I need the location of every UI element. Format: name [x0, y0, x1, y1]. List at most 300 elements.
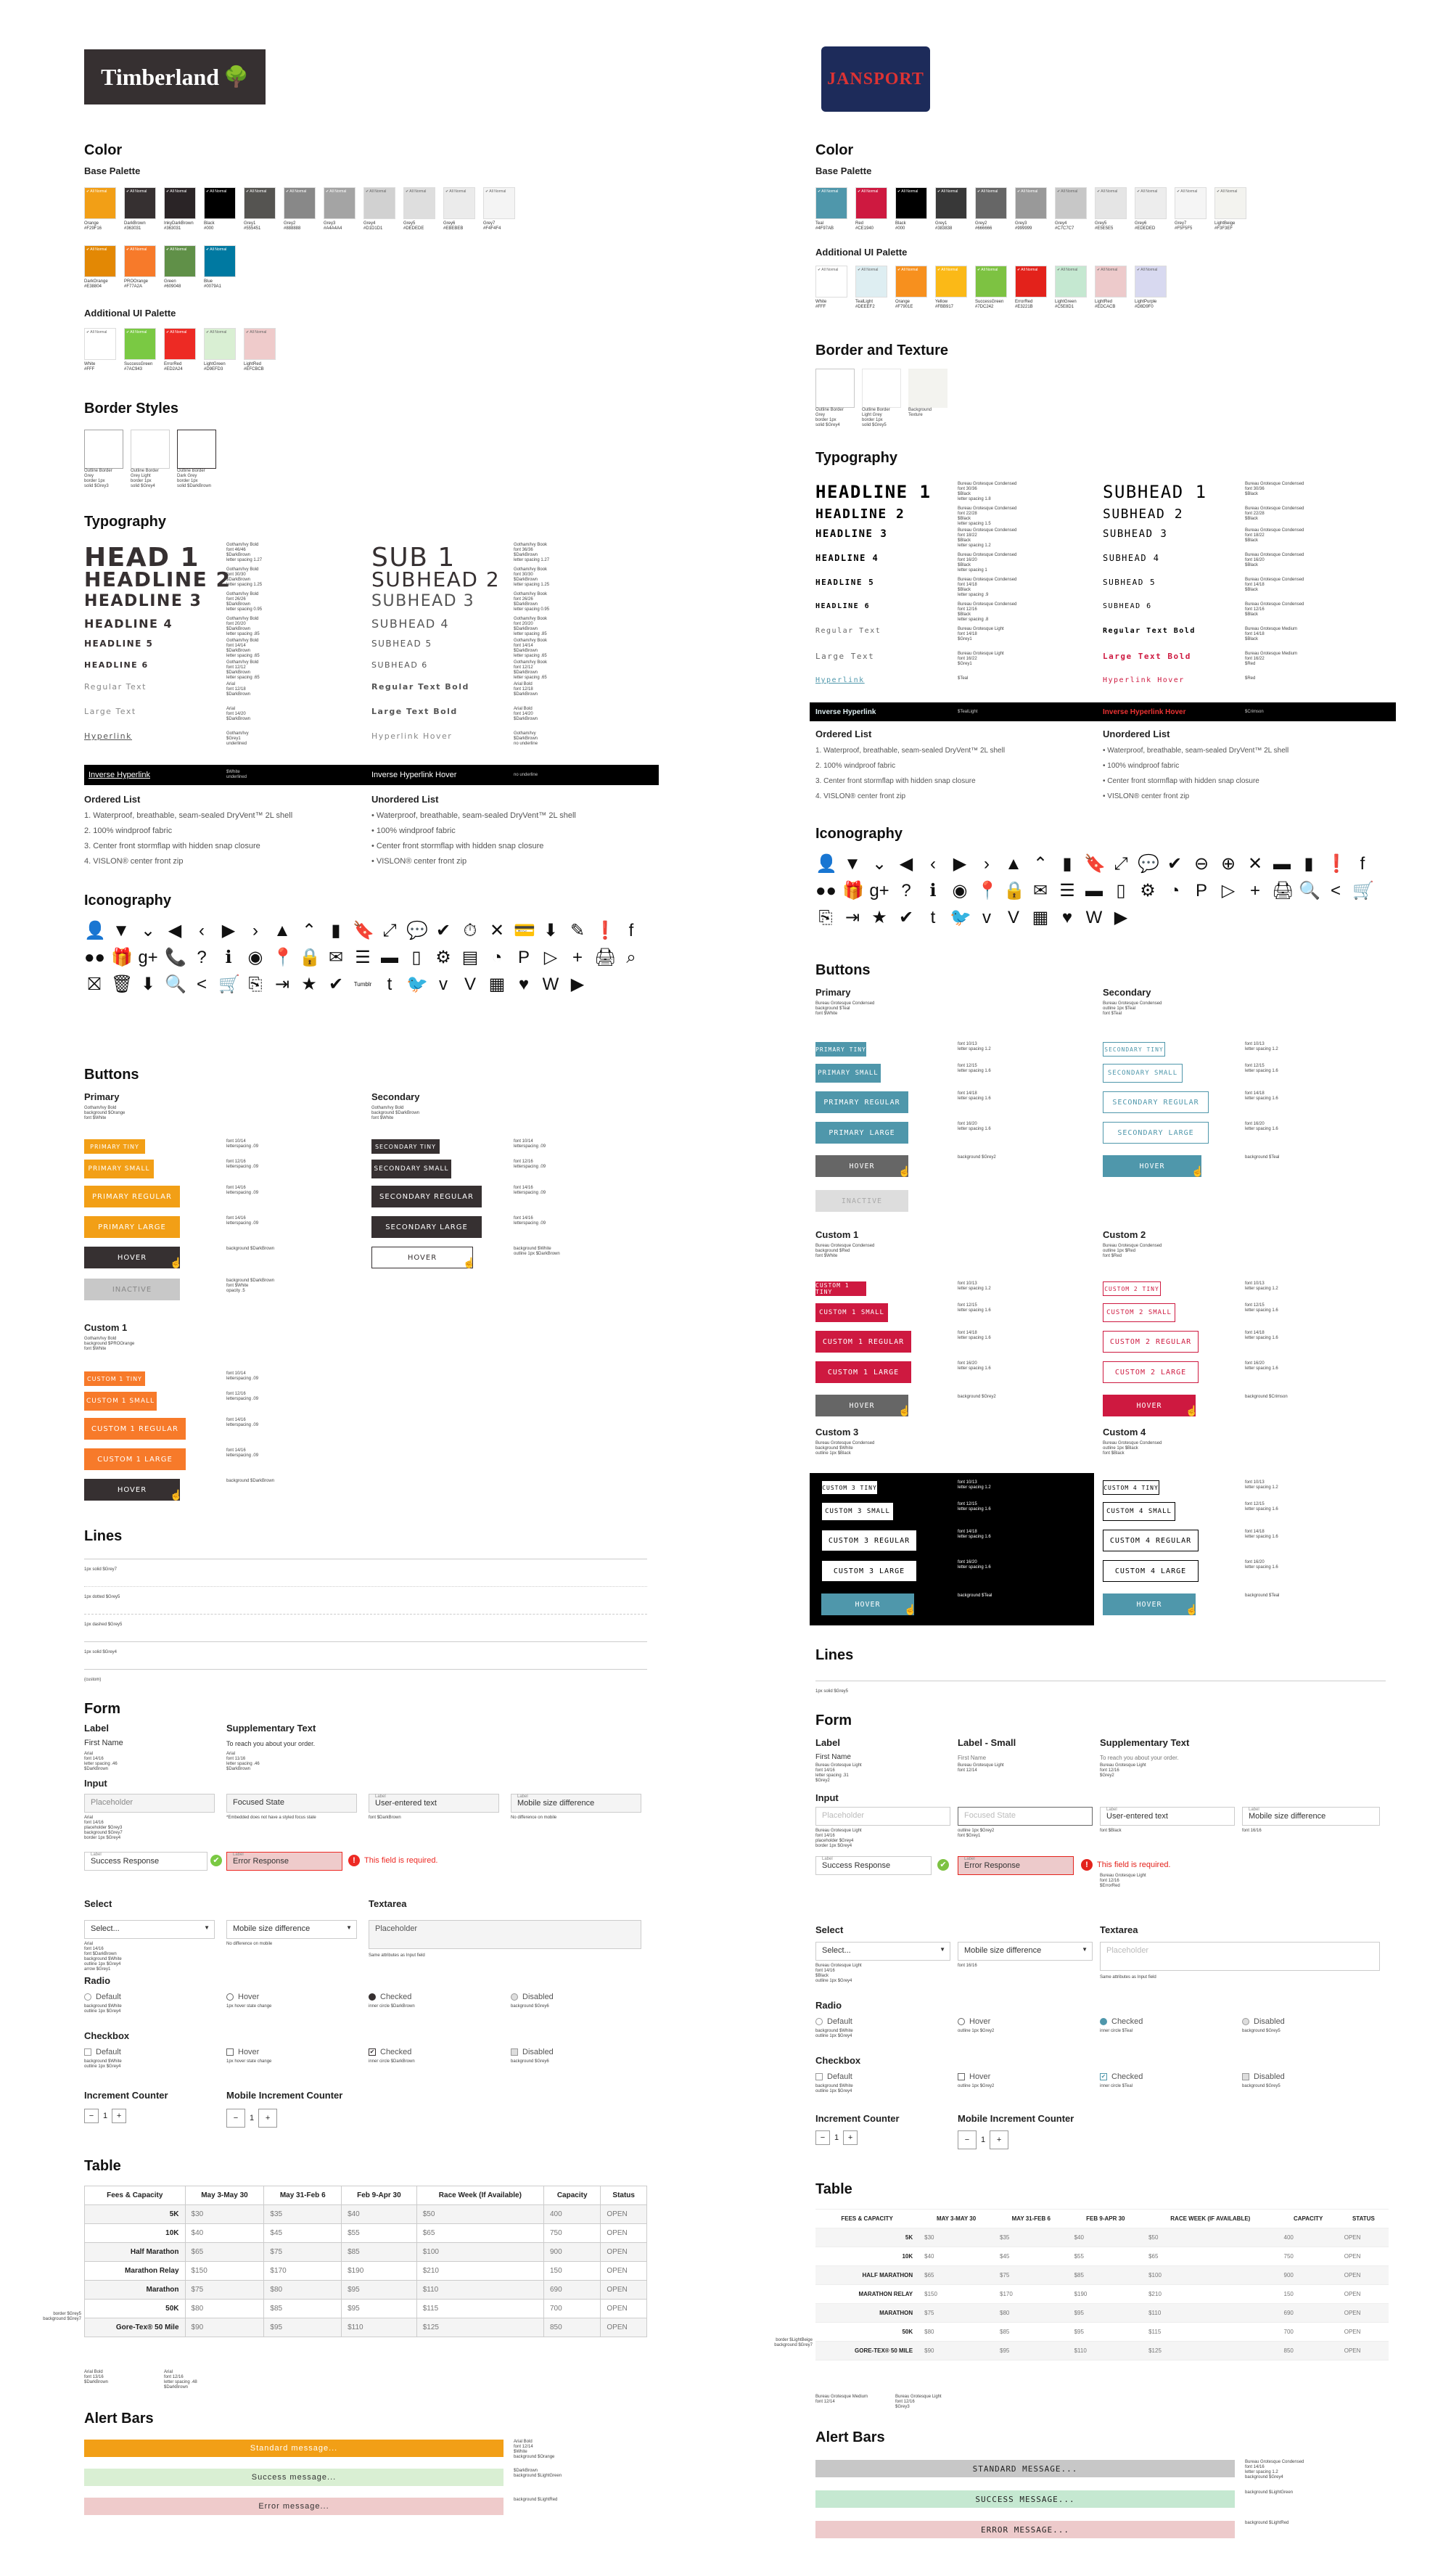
glyph-icon-43: ⎘: [818, 908, 833, 927]
minus-button[interactable]: −: [958, 2130, 977, 2149]
select-heading: Select: [815, 1924, 844, 1935]
table-header-cell: MAY 3-MAY 30: [918, 2210, 994, 2228]
swatch-label: TealLight #DEEEF2: [855, 300, 875, 309]
swatch-label: Grey4 #C7C7C7: [1055, 221, 1074, 231]
table-cell: $110: [1069, 2342, 1143, 2360]
table-cell: $85: [1069, 2266, 1143, 2285]
unordered-list-heading: Unordered List: [371, 794, 439, 805]
placeholder-input[interactable]: Placeholder: [815, 1807, 950, 1826]
minus-button[interactable]: −: [84, 2109, 99, 2123]
swatch-label: LightGreen #C5E8D1: [1055, 300, 1077, 309]
swatch-label: Grey7 #F4F4F4: [483, 221, 501, 231]
buttons-heading: Buttons: [84, 1067, 139, 1083]
table-cell: Gore-Tex® 50 Mile: [85, 2318, 186, 2337]
table-cell: $45: [994, 2247, 1069, 2266]
primary-large-button[interactable]: PRIMARY LARGE: [815, 1122, 908, 1144]
custom-1-small-button[interactable]: CUSTOM 1 SMALL: [84, 1392, 157, 1411]
table-cell: $75: [185, 2281, 264, 2300]
secondary-large-button[interactable]: SECONDARY LARGE: [1103, 1122, 1209, 1144]
table-cell: $210: [1143, 2285, 1278, 2304]
list-item: 3. Center front stormflap with hidden snap closure: [815, 777, 976, 785]
textarea[interactable]: Placeholder: [369, 1920, 641, 1949]
table-cell: $85: [994, 2323, 1069, 2342]
glyph-icon-42: ⌕: [626, 948, 636, 967]
table-cell: Marathon: [85, 2281, 186, 2300]
type-sample-b-4: SUBHEAD 4: [1103, 553, 1160, 563]
table-cell: $95: [1069, 2304, 1143, 2323]
custom-3-small-button[interactable]: CUSTOM 3 SMALL: [821, 1502, 894, 1521]
glyph-icon-38: P: [517, 948, 530, 967]
minus-button[interactable]: −: [226, 2109, 245, 2128]
table-cell: $80: [918, 2323, 994, 2342]
swatch-label: Black #000: [204, 221, 215, 231]
hover-button[interactable]: HOVER: [821, 1593, 914, 1615]
color-swatch: ✔ All Normal LightGreen #C5E8D1: [1055, 266, 1087, 310]
inverse-hyperlink-hover[interactable]: Inverse Hyperlink Hover: [1103, 707, 1186, 716]
glyph-icon-36: P: [1195, 881, 1207, 901]
focused-input[interactable]: Focused State: [958, 1807, 1093, 1826]
iconography-heading: Iconography: [84, 893, 172, 908]
glyph-icon-36: ▤: [461, 948, 479, 967]
type-sample-b-3: SUBHEAD 3: [1103, 528, 1168, 540]
custom-2-regular-button[interactable]: CUSTOM 2 REGULAR: [1103, 1331, 1199, 1353]
glyph-icon-53: W: [1085, 908, 1103, 927]
glyph-icon-60: W: [542, 975, 559, 994]
icon-grid: [815, 853, 1396, 929]
custom-1-tiny-button[interactable]: CUSTOM 1 TINY: [815, 1281, 866, 1296]
plus-button[interactable]: +: [258, 2109, 277, 2128]
custom-2-small-button[interactable]: CUSTOM 2 SMALL: [1103, 1303, 1175, 1322]
custom-1-regular-button[interactable]: CUSTOM 1 REGULAR: [84, 1418, 186, 1440]
type-sample-2: HEADLINE 2: [84, 567, 231, 591]
glyph-icon-39: 🖨: [1272, 881, 1294, 901]
hover-button[interactable]: HOVER: [371, 1247, 473, 1268]
glyph-icon-9: ⌃: [301, 921, 317, 940]
checkbox-heading: Checkbox: [815, 2055, 861, 2066]
swatch-label: Grey3 #A4A4A4: [324, 221, 342, 231]
additional-palette: [84, 328, 276, 372]
table-cell: $100: [1143, 2266, 1278, 2285]
primary-small-button[interactable]: PRIMARY SMALL: [815, 1064, 881, 1083]
swatch-label: Grey7 #F5F5F5: [1175, 221, 1193, 231]
error-input[interactable]: Label Error Response: [226, 1852, 342, 1871]
swatch-label: Grey5 #E5E5E5: [1095, 221, 1114, 231]
glyph-icon-54: ▶: [1114, 908, 1128, 927]
glyph-icon-54: t: [387, 975, 392, 994]
custom-3-regular-button[interactable]: CUSTOM 3 REGULAR: [821, 1530, 917, 1551]
primary-regular-button[interactable]: PRIMARY REGULAR: [84, 1186, 180, 1207]
table-cell: $35: [264, 2205, 342, 2224]
unordered-list: [1103, 743, 1288, 804]
glyph-icon-50: ⇥: [274, 975, 290, 994]
select-dropdown[interactable]: Select... ▼: [84, 1920, 215, 1939]
custom-1-large-button[interactable]: CUSTOM 1 LARGE: [815, 1361, 911, 1383]
base-palette: [815, 187, 1246, 231]
glyph-icon-61: ▶: [570, 975, 585, 994]
glyph-icon-53: Tumblr: [353, 981, 372, 988]
jansport-logo: JANSPORT: [821, 46, 930, 112]
table-row: [815, 2342, 1389, 2360]
select-heading: Select: [84, 1898, 112, 1909]
checkbox-default[interactable]: Default: [84, 2048, 121, 2056]
hover-button[interactable]: HOVER: [815, 1395, 908, 1416]
select-dropdown[interactable]: Select... ▼: [815, 1942, 950, 1961]
type-sample-5: HEADLINE 5: [84, 639, 154, 649]
type-sample-b-9[interactable]: Hyperlink Hover: [371, 731, 453, 741]
plus-button[interactable]: +: [843, 2130, 858, 2145]
secondary-tiny-button[interactable]: SECONDARY TINY: [1103, 1042, 1165, 1057]
border-sample-grey: Outline Border Grey border 1px solid $Grey3: [84, 430, 123, 489]
glyph-icon-37: ◔: [491, 948, 503, 967]
checkbox-hover[interactable]: Hover: [958, 2072, 990, 2081]
color-heading: Color: [84, 142, 123, 158]
table-row: [85, 2281, 647, 2300]
table-cell: $65: [416, 2224, 543, 2243]
color-swatch: ✔ All Normal White #FFF: [815, 266, 847, 310]
table-cell: 690: [543, 2281, 600, 2300]
inactive-button[interactable]: INACTIVE: [84, 1279, 180, 1300]
checkbox-checked[interactable]: ✔ Checked: [1101, 2072, 1143, 2081]
swatch-label: DarkBrown #363031: [124, 221, 146, 231]
table-row: [85, 2224, 647, 2243]
glyph-icon-11: 🔖: [353, 921, 374, 940]
glyph-icon-12: ⤢: [1114, 854, 1128, 874]
input-heading: Input: [84, 1778, 107, 1789]
table-cell: $95: [1069, 2323, 1143, 2342]
glyph-icon-8: ▲: [1005, 854, 1022, 874]
color-swatch: ✔ All Normal TealLight #DEEEF2: [855, 266, 887, 310]
type-sample-9[interactable]: Hyperlink: [815, 676, 865, 684]
table-header-cell: Fees & Capacity: [85, 2186, 186, 2205]
table-cell: MARATHON RELAY: [815, 2285, 918, 2304]
success-input[interactable]: Label Success Response: [815, 1856, 932, 1875]
radio-hover[interactable]: Hover: [958, 2017, 990, 2026]
checkbox-hover[interactable]: Hover: [226, 2048, 259, 2056]
label-small-example: First Name: [958, 1755, 987, 1761]
additional-palette-heading: Additional UI Palette: [84, 308, 176, 319]
glyph-icon-46: ✔: [898, 908, 914, 927]
checkbox-disabled: Disabled: [511, 2048, 554, 2056]
table-cell: $30: [918, 2228, 994, 2247]
table-cell: $55: [1069, 2247, 1143, 2266]
inverse-hyperlink[interactable]: Inverse Hyperlink: [89, 771, 150, 779]
alert-bar-3: ERROR MESSAGE...: [815, 2521, 1235, 2538]
alert-bar-3: Error message...: [84, 2498, 503, 2515]
inverse-hyperlink[interactable]: Inverse Hyperlink: [815, 707, 876, 716]
radio-hover[interactable]: Hover: [226, 1993, 259, 2001]
glyph-icon-13: 💬: [406, 921, 428, 940]
swatch-label: Green #609048: [164, 279, 181, 289]
glyph-icon-40: +: [572, 948, 583, 967]
glyph-icon-47: <: [196, 975, 207, 994]
primary-large-button[interactable]: PRIMARY LARGE: [84, 1216, 180, 1238]
table-cell: 50K: [85, 2300, 186, 2318]
color-swatch: ✔ All Normal Grey7 #F5F5F5: [1175, 187, 1207, 231]
color-swatch: ✔ All Normal Grey3 #999999: [1015, 187, 1047, 231]
list-item: • 100% windproof fabric: [371, 826, 456, 835]
focused-input[interactable]: Focused State: [226, 1794, 357, 1813]
custom-3-tiny-button[interactable]: CUSTOM 3 TINY: [821, 1480, 878, 1495]
table-cell: OPEN: [601, 2300, 647, 2318]
glyph-icon-49: v: [982, 908, 991, 927]
mobile-increment-counter[interactable]: [958, 2130, 1008, 2149]
table-cell: $75: [264, 2243, 342, 2262]
error-input[interactable]: Label Error Response: [958, 1856, 1074, 1875]
custom-4-tiny-button[interactable]: CUSTOM 4 TINY: [1103, 1480, 1159, 1495]
hover-button[interactable]: HOVER: [815, 1155, 908, 1177]
inverse-hyperlink-hover[interactable]: Inverse Hyperlink Hover: [371, 771, 457, 779]
color-swatch: ✔ All Normal Grey1 #555451: [244, 187, 276, 231]
color-swatch: ✔ All Normal DarkOrange #E38804: [84, 245, 116, 290]
textarea[interactable]: Placeholder: [1100, 1942, 1380, 1971]
glyph-icon-42: 🛒: [1352, 881, 1374, 901]
glyph-icon-1: 👤: [815, 854, 837, 874]
color-swatch: ✔ All Normal Black #000: [204, 187, 236, 231]
increment-counter[interactable]: [815, 2130, 858, 2145]
label-heading: Label: [815, 1737, 840, 1748]
checkbox-default[interactable]: Default: [815, 2072, 852, 2081]
user-entered-input[interactable]: Label User-entered text: [1100, 1807, 1235, 1826]
glyph-icon-14: ✔: [435, 921, 451, 940]
glyph-icon-50: V: [1007, 908, 1019, 927]
table-cell: $75: [918, 2304, 994, 2323]
table-cell: $115: [416, 2300, 543, 2318]
swatch-label: LightRed #EDCACB: [1095, 300, 1116, 309]
table-cell: $95: [994, 2342, 1069, 2360]
type-sample-b-8: Large Text Bold: [1103, 652, 1191, 661]
color-swatch: ✔ All Normal Grey2 #888888: [284, 187, 316, 231]
radio-heading: Radio: [815, 2000, 842, 2011]
increment-counter[interactable]: [84, 2109, 126, 2123]
list-item: 2. 100% windproof fabric: [84, 826, 173, 835]
type-sample-b-8: Large Text Bold: [371, 707, 458, 716]
mobile-input[interactable]: Label Mobile size difference: [1242, 1807, 1380, 1826]
glyph-icon-43: ⛝: [87, 975, 102, 994]
glyph-icon-21: f: [1360, 854, 1365, 874]
mobile-increment-counter[interactable]: [226, 2109, 277, 2128]
table-cell: $80: [185, 2300, 264, 2318]
table-cell: 400: [1278, 2228, 1339, 2247]
plus-button[interactable]: +: [112, 2109, 126, 2123]
radio-default[interactable]: Default: [84, 1993, 121, 2001]
hover-button[interactable]: HOVER: [84, 1247, 180, 1268]
glyph-icon-26: ℹ: [929, 881, 937, 901]
custom-1-large-button[interactable]: CUSTOM 1 LARGE: [84, 1448, 186, 1470]
primary-small-button[interactable]: PRIMARY SMALL: [84, 1160, 154, 1178]
mobile-select[interactable]: Mobile size difference ▼: [226, 1920, 357, 1939]
additional-palette-heading: Additional UI Palette: [815, 247, 908, 258]
custom-3-large-button[interactable]: CUSTOM 3 LARGE: [821, 1560, 917, 1582]
glyph-icon-5: ‹: [930, 854, 936, 874]
type-sample-7: Regular Text: [84, 682, 147, 692]
table-cell: $30: [185, 2205, 264, 2224]
color-swatch: ✔ All Normal Grey6 #EBEBEB: [443, 187, 475, 231]
glyph-icon-51: ▦: [1032, 908, 1049, 927]
glyph-icon-9: ⌃: [1032, 854, 1048, 874]
alert-bars-heading: Alert Bars: [84, 2411, 154, 2427]
color-swatch: ✔ All Normal Grey4 #D1D1D1: [363, 187, 395, 231]
type-sample-b-9[interactable]: Hyperlink Hover: [1103, 676, 1185, 684]
hand-cursor-icon: ☝: [898, 1405, 911, 1416]
type-sample-b-5: SUBHEAD 5: [1103, 578, 1156, 587]
table-cell: OPEN: [1339, 2342, 1389, 2360]
secondary-regular-button[interactable]: SECONDARY REGULAR: [371, 1186, 482, 1207]
radio-checked[interactable]: Checked: [1100, 2017, 1143, 2026]
type-sample-8: Large Text: [84, 707, 136, 716]
glyph-icon-23: 🎁: [111, 948, 133, 967]
type-sample-1: HEAD 1: [84, 543, 200, 573]
glyph-icon-1: 👤: [84, 921, 106, 940]
glyph-icon-39: ▷: [543, 948, 558, 967]
secondary-regular-button[interactable]: SECONDARY REGULAR: [1103, 1091, 1209, 1113]
table-cell: 150: [1278, 2285, 1339, 2304]
glyph-icon-14: ✔: [1167, 854, 1183, 874]
secondary-tiny-button[interactable]: SECONDARY TINY: [371, 1139, 440, 1154]
swatch-label: LightGreen #D9EFD3: [204, 362, 226, 372]
color-swatch: ✔ All Normal LightBeige #F3F3EF: [1214, 187, 1246, 231]
hand-cursor-icon: ☝: [898, 1165, 911, 1177]
mobile-input[interactable]: Label Mobile size difference: [511, 1794, 641, 1813]
list-item: 4. VISLON® center front zip: [815, 792, 906, 800]
hover-button[interactable]: HOVER: [1103, 1395, 1196, 1416]
type-sample-4: HEADLINE 4: [84, 617, 173, 631]
increment-heading: Increment Counter: [815, 2113, 900, 2124]
table-cell: $150: [185, 2262, 264, 2281]
table-cell: 10K: [815, 2247, 918, 2266]
custom-1-regular-button[interactable]: CUSTOM 1 REGULAR: [815, 1331, 911, 1353]
input-heading: Input: [815, 1792, 839, 1803]
secondary-large-button[interactable]: SECONDARY LARGE: [371, 1216, 482, 1238]
error-message: This field is required.: [1097, 1861, 1171, 1869]
radio-disabled: Disabled: [1242, 2017, 1285, 2026]
table-cell: $100: [416, 2243, 543, 2262]
mobile-increment-heading: Mobile Increment Counter: [226, 2090, 343, 2101]
table-cell: $85: [264, 2300, 342, 2318]
list-item: 2. 100% windproof fabric: [815, 762, 896, 770]
hover-button[interactable]: HOVER: [1103, 1155, 1201, 1177]
placeholder-input[interactable]: Placeholder: [84, 1794, 215, 1813]
table-header-cell: FEB 9-APR 30: [1069, 2210, 1143, 2228]
type-sample-9[interactable]: Hyperlink: [84, 731, 133, 741]
glyph-icon-12: ⤢: [382, 921, 397, 940]
glyph-icon-44: ⇥: [844, 908, 860, 927]
primary-tiny-button[interactable]: PRIMARY TINY: [815, 1042, 866, 1057]
table-cell: 700: [543, 2300, 600, 2318]
glyph-icon-44: 🗑: [111, 975, 133, 994]
custom2-buttons-heading: Custom 2: [1103, 1229, 1146, 1240]
glyph-icon-31: ✉: [328, 948, 344, 967]
glyph-icon-57: V: [464, 975, 476, 994]
ordered-list-heading: Ordered List: [84, 794, 141, 805]
custom-2-large-button[interactable]: CUSTOM 2 LARGE: [1103, 1361, 1199, 1383]
custom-4-regular-button[interactable]: CUSTOM 4 REGULAR: [1103, 1530, 1199, 1551]
hand-cursor-icon: ☝: [1185, 1405, 1199, 1416]
custom-4-small-button[interactable]: CUSTOM 4 SMALL: [1103, 1502, 1175, 1521]
secondary-small-button[interactable]: SECONDARY SMALL: [1103, 1064, 1183, 1083]
glyph-icon-7: ›: [252, 921, 258, 940]
secondary-buttons-heading: Secondary: [371, 1091, 420, 1102]
base-palette: [84, 187, 515, 231]
custom-1-small-button[interactable]: CUSTOM 1 SMALL: [815, 1303, 888, 1322]
hand-cursor-icon: ☝: [170, 1257, 183, 1268]
glyph-icon-2: ▼: [112, 921, 130, 940]
table-header-cell: STATUS: [1339, 2210, 1389, 2228]
table-row: [85, 2205, 647, 2224]
color-swatch: ✔ All Normal Yellow #FBB917: [935, 266, 967, 310]
list-item: • Center front stormflap with hidden snap closure: [1103, 777, 1259, 785]
glyph-icon-48: 🛒: [218, 975, 240, 994]
custom-2-tiny-button[interactable]: CUSTOM 2 TINY: [1103, 1281, 1161, 1296]
type-sample-8: Large Text: [815, 652, 875, 661]
swatch-label: LightBeige #F3F3EF: [1214, 221, 1236, 231]
increment-heading: Increment Counter: [84, 2090, 168, 2101]
table-cell: $190: [1069, 2285, 1143, 2304]
minus-button[interactable]: −: [815, 2130, 830, 2145]
error-alert-icon: !: [348, 1855, 360, 1866]
color-swatch: ✔ All Normal Orange #F7901E: [895, 266, 927, 310]
swatch-label: Grey5 #DEDEDE: [403, 221, 424, 231]
table-row: [85, 2262, 647, 2281]
primary-regular-button[interactable]: PRIMARY REGULAR: [815, 1091, 908, 1113]
table-cell: $80: [994, 2304, 1069, 2323]
table-header-cell: Feb 9-Apr 30: [342, 2186, 417, 2205]
table-row: [815, 2285, 1389, 2304]
hover-button[interactable]: HOVER: [84, 1479, 180, 1501]
plus-button[interactable]: +: [990, 2130, 1008, 2149]
checkbox-checked[interactable]: ✔ Checked: [369, 2048, 412, 2056]
custom-1-tiny-button[interactable]: CUSTOM 1 TINY: [84, 1371, 145, 1386]
table-cell: $95: [342, 2300, 417, 2318]
custom-4-large-button[interactable]: CUSTOM 4 LARGE: [1103, 1560, 1199, 1582]
mobile-select[interactable]: Mobile size difference ▼: [958, 1942, 1093, 1961]
glyph-icon-28: ◉: [247, 948, 263, 967]
color-swatch: ✔ All Normal ErrorRed #ED2A24: [164, 328, 196, 372]
table-cell: $110: [1143, 2304, 1278, 2323]
label-example: First Name: [815, 1753, 851, 1761]
success-input[interactable]: Label Success Response: [84, 1852, 207, 1871]
table-cell: 850: [543, 2318, 600, 2337]
supp-text-example: To reach you about your order.: [226, 1740, 316, 1747]
radio-checked[interactable]: Checked: [369, 1993, 411, 2001]
table-cell: OPEN: [601, 2243, 647, 2262]
hover-button[interactable]: HOVER: [1103, 1593, 1196, 1615]
table-cell: 5K: [815, 2228, 918, 2247]
table-header-cell: RACE WEEK (IF AVAILABLE): [1143, 2210, 1278, 2228]
glyph-icon-33: ▯: [1116, 881, 1126, 901]
type-sample-3: HEADLINE 3: [84, 592, 202, 610]
color-swatch: ✔ All Normal Orange #F29F16: [84, 187, 116, 231]
radio-default[interactable]: Default: [815, 2017, 852, 2026]
user-entered-input[interactable]: Label User-entered text: [369, 1794, 499, 1813]
type-sample-5: HEADLINE 5: [815, 578, 875, 587]
counter-value: 1: [250, 2114, 255, 2122]
ordered-list-heading: Ordered List: [815, 729, 872, 739]
secondary-small-button[interactable]: SECONDARY SMALL: [371, 1160, 451, 1178]
color-swatch: ✔ All Normal Grey6 #EDEDED: [1135, 187, 1167, 231]
table-cell: $40: [185, 2224, 264, 2243]
hand-cursor-icon: ☝: [170, 1489, 183, 1501]
primary-tiny-button[interactable]: PRIMARY TINY: [84, 1139, 145, 1154]
type-sample-b-2: SUBHEAD 2: [371, 567, 501, 591]
table-cell: $110: [416, 2281, 543, 2300]
glyph-icon-6: ▶: [953, 854, 967, 874]
inactive-button[interactable]: INACTIVE: [815, 1190, 908, 1212]
table-cell: OPEN: [601, 2205, 647, 2224]
type-sample-b-6: SUBHEAD 6: [1103, 602, 1152, 610]
custom4-buttons-heading: Custom 4: [1103, 1427, 1146, 1437]
color-swatch: ✔ All Normal SuccessGreen #7AC943: [124, 328, 156, 372]
swatch-label: Blue #0079A1: [204, 279, 222, 289]
